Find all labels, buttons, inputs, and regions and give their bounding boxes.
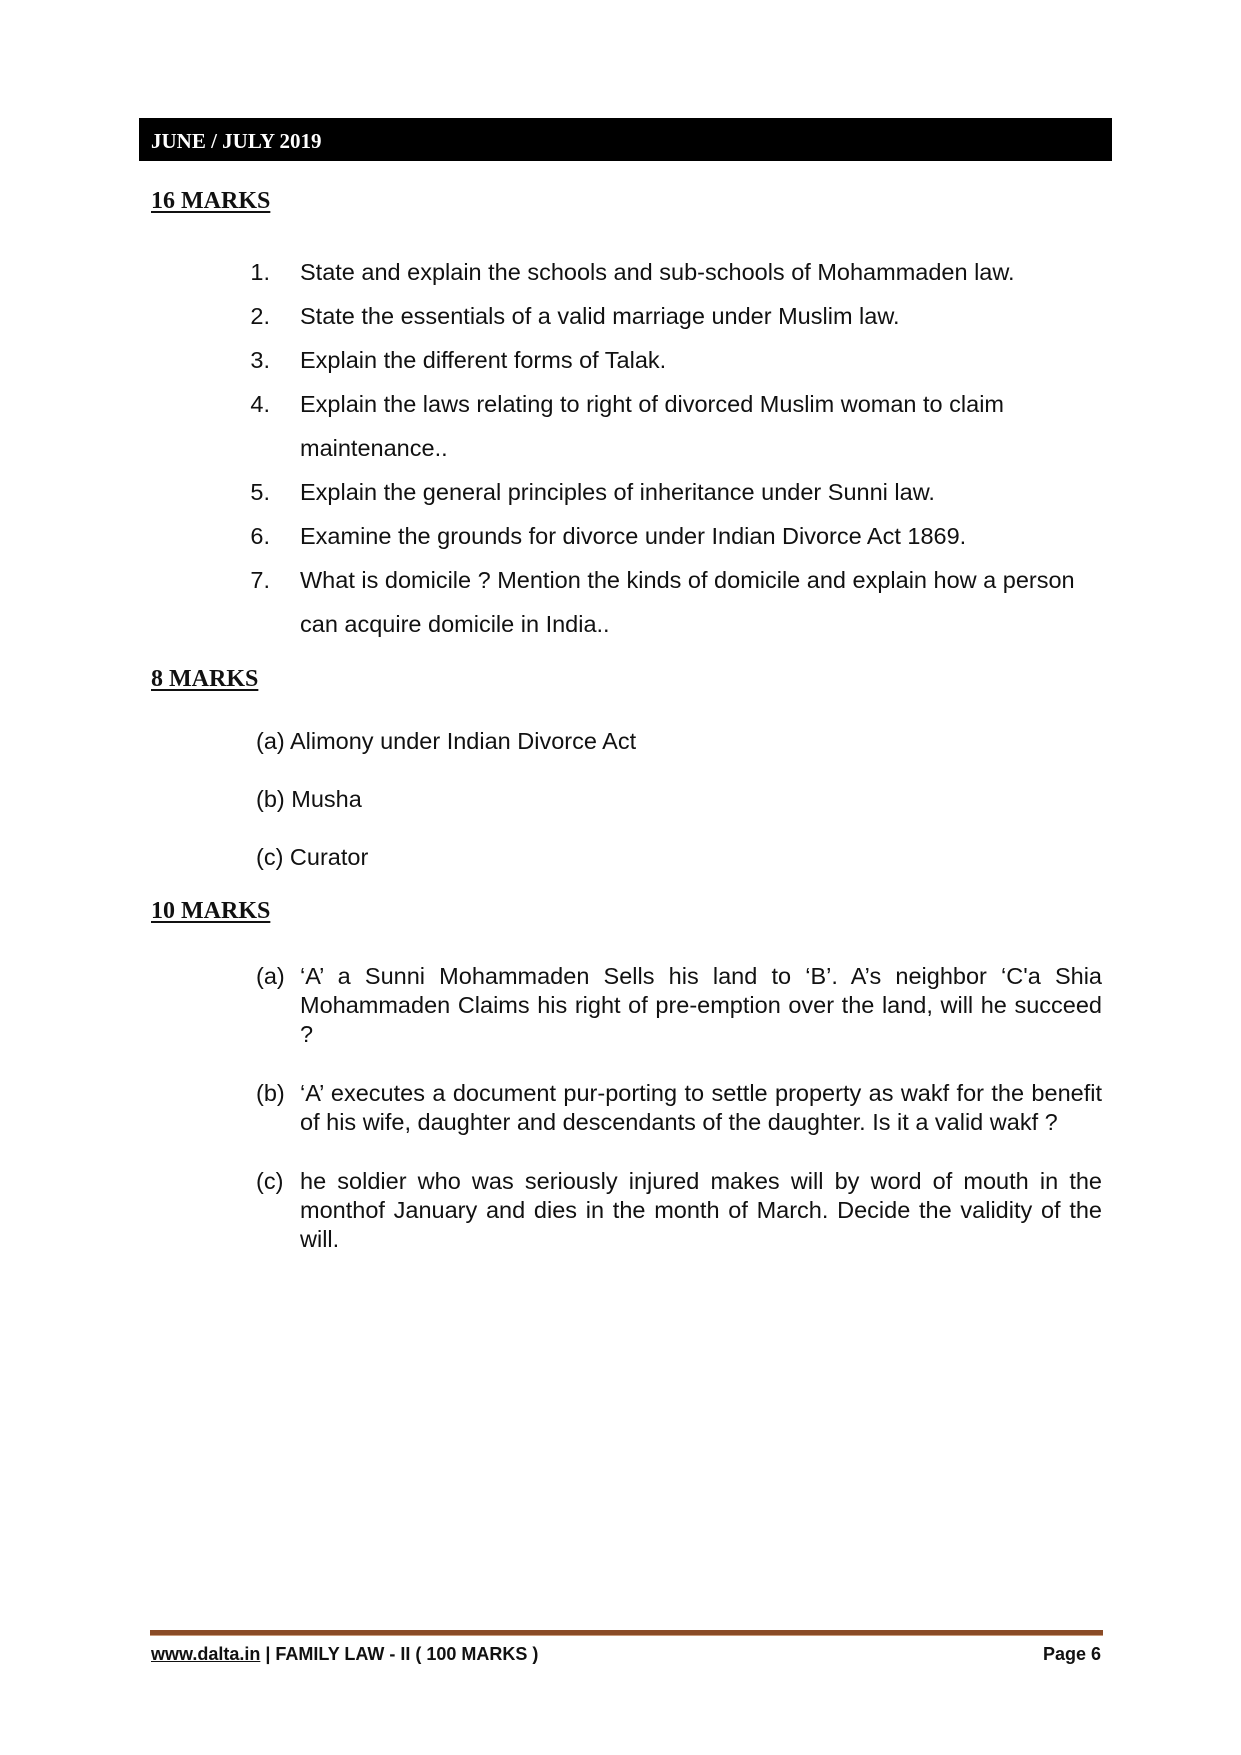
list-item	[240, 382, 1100, 470]
page-number: Page 6	[1042, 1644, 1101, 1664]
item-text: Curator	[283, 844, 369, 870]
item-label: (c)	[256, 1168, 284, 1194]
item-text: ‘A’ executes a document pur-porting to settle property as wakf for the benefit of his wife, daughter and descendants of the daughter. Is it a valid wakf ?	[300, 1080, 1102, 1135]
list-item	[256, 962, 1102, 1049]
item-number: 3.	[250, 347, 270, 373]
item-text: State the essentials of a valid marriage under Muslim law.	[300, 303, 900, 329]
item-number: 1.	[250, 259, 270, 285]
item-label: (a)	[256, 728, 285, 754]
item-label: (a)	[256, 963, 285, 989]
questions-16-marks	[240, 250, 1100, 646]
item-text: State and explain the schools and sub-schools of Mohammaden law.	[300, 259, 1015, 285]
item-label: (c)	[256, 844, 284, 870]
item-number: 2.	[250, 303, 270, 329]
item-label: (b)	[256, 1080, 285, 1106]
site-link[interactable]: www.dalta.in	[151, 1644, 261, 1664]
list-item	[256, 1079, 1102, 1137]
item-text: Alimony under Indian Divorce Act	[284, 728, 637, 754]
heading-10-marks: 10 MARKS	[151, 898, 271, 924]
questions-8-marks	[256, 726, 636, 900]
session-banner	[139, 118, 1112, 161]
list-item	[240, 514, 1100, 558]
list-item	[256, 726, 636, 784]
item-text: Explain the general principles of inheritance under Sunni law.	[300, 479, 935, 505]
list-item	[240, 558, 1100, 646]
list-item	[240, 470, 1100, 514]
footer-divider	[150, 1630, 1103, 1636]
item-number: 6.	[250, 523, 270, 549]
item-text: What is domicile ? Mention the kinds of domicile and explain how a person can acquire domicile in India..	[300, 567, 1075, 637]
list-item	[240, 250, 1100, 294]
heading-16-marks: 16 MARKS	[151, 188, 271, 214]
item-number: 7.	[250, 567, 270, 593]
questions-10-marks	[256, 962, 1102, 1284]
heading-8-marks: 8 MARKS	[151, 666, 259, 692]
list-item	[256, 842, 636, 900]
item-text: ‘A’ a Sunni Mohammaden Sells his land to ‘B’. A’s neighbor ‘C'a Shia Mohammaden Claims his right of pre-emption over the land, will he succeed ?	[300, 963, 1102, 1047]
item-text: Examine the grounds for divorce under Indian Divorce Act 1869.	[300, 523, 967, 549]
item-text: Musha	[284, 786, 362, 812]
item-label: (b)	[256, 786, 285, 812]
item-text: Explain the laws relating to right of divorced Muslim woman to claim maintenance..	[300, 391, 1004, 461]
page-footer	[151, 1644, 1101, 1665]
footer-left	[151, 1644, 538, 1665]
item-text: he soldier who was seriously injured makes will by word of mouth in the monthof January and dies in the month of March. Decide the validity of the will.	[300, 1168, 1102, 1252]
list-item	[240, 294, 1100, 338]
list-item	[240, 338, 1100, 382]
item-text: Explain the different forms of Talak.	[300, 347, 667, 373]
item-number: 4.	[250, 391, 270, 417]
course-title: | FAMILY LAW - II ( 100 MARKS )	[260, 1644, 539, 1664]
list-item	[256, 784, 636, 842]
item-number: 5.	[250, 479, 270, 505]
session-title: JUNE / JULY 2019	[151, 129, 322, 153]
list-item	[256, 1167, 1102, 1254]
